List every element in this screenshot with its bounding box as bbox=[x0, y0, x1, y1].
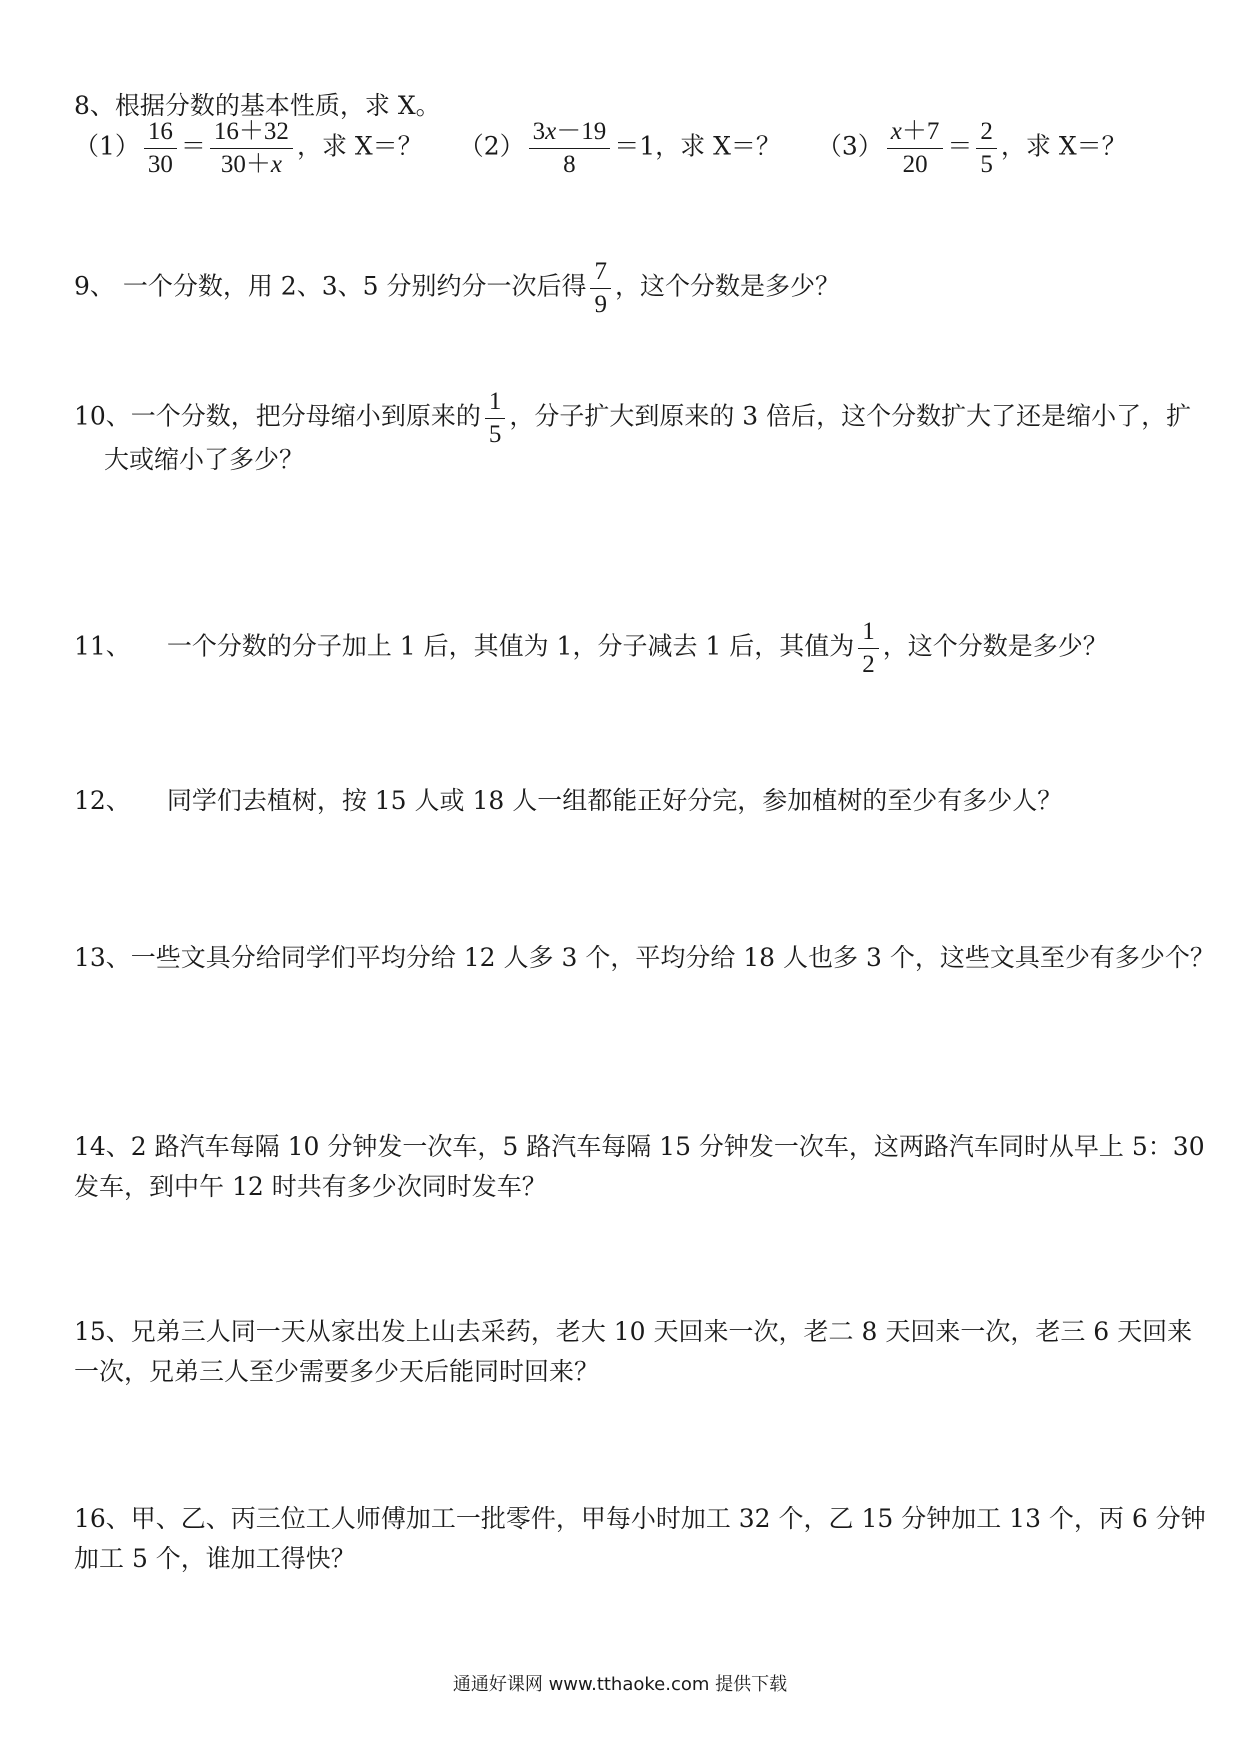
part-3-tail: ，求 X＝？ bbox=[1000, 131, 1127, 161]
question-14: 14、2 路汽车每隔 10 分钟发一次车，5 路汽车每隔 15 分钟发一次车，这两路汽车同时从早上 5：30 发车，到中午 12 时共有多少次同时发车？ bbox=[74, 1132, 1205, 1201]
part-2-label: （2） bbox=[458, 131, 525, 161]
question-9: 9、 一个分数，用 2、3、5 分别约分一次后得 $\frac{7}{9}$ ，这个分数是多少？ bbox=[74, 258, 840, 318]
fraction-1-5: $\frac{1}{5}$ bbox=[485, 388, 506, 448]
fraction-x7-20: $\frac{x+7}{20}$ bbox=[887, 118, 944, 178]
question-16: 16、甲、乙、丙三位工人师傅加工一批零件，甲每小时加工 32 个，乙 15 分钟加工 13 个，丙 6 分钟 加工 5 个，谁加工得快？ bbox=[74, 1504, 1206, 1573]
question-15: 15、兄弟三人同一天从家出发上山去采药，老大 10 天回来一次，老二 8 天回来一次，老三 6 天回来 一次，兄弟三人至少需要多少天后能同时回来？ bbox=[74, 1317, 1193, 1386]
fraction-48-30x: $\frac{16+32}{30+x}$ bbox=[210, 118, 293, 178]
fraction-3x-19-8: $\frac{3x-19}{8}$ bbox=[529, 118, 611, 178]
question-10-line2: 大或缩小了多少？ bbox=[104, 445, 305, 474]
part-2-tail: ＝1，求 X＝？ bbox=[614, 131, 781, 161]
equals-sign: ＝ bbox=[180, 133, 206, 161]
question-11-label: 11、 bbox=[74, 631, 131, 661]
fraction-16-30: $\frac{16}{30}$ bbox=[144, 118, 177, 178]
question-13: 13、一些文具分给同学们平均分给 12 人多 3 个，平均分给 18 人也多 3 个，这些文具至少有多少个？ bbox=[74, 943, 1215, 972]
fraction-2-5: $\frac{2}{5}$ bbox=[976, 118, 997, 178]
question-12: 12、 同学们去植树，按 15 人或 18 人一组都能正好分完，参加植树的至少有多少人？ bbox=[74, 786, 1063, 815]
question-12-label: 12、 bbox=[74, 786, 131, 815]
question-11: 11、 一个分数的分子加上 1 后，其值为 1，分子减去 1 后，其值为 $\frac{1}{2}$ ，这个分数是多少？ bbox=[74, 618, 1108, 678]
question-8-parts bbox=[74, 118, 1174, 178]
part-1-label: （1） bbox=[74, 131, 140, 161]
question-8-title: 8、根据分数的基本性质，求 X。 bbox=[74, 91, 441, 120]
part-3-label: （3） bbox=[816, 131, 883, 161]
fraction-1-2: $\frac{1}{2}$ bbox=[858, 618, 879, 678]
fraction-7-9: $\frac{7}{9}$ bbox=[590, 258, 611, 318]
part-1-ask: ，求 X＝？ bbox=[296, 131, 423, 161]
question-10: 10、一个分数，把分母缩小到原来的 $\frac{1}{5}$ ，分子扩大到原来的 3 倍后，这个分数扩大了还是缩小了，扩 bbox=[74, 388, 1192, 448]
equals-sign-2: ＝ bbox=[947, 133, 973, 161]
footer-credit: 通通好课网 www.tthaoke.com 提供下载 bbox=[452, 1674, 788, 1695]
